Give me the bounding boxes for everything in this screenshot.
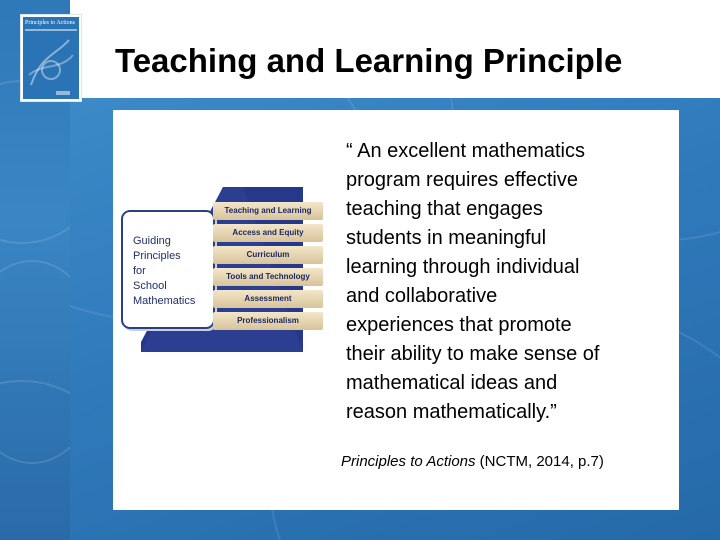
principle-bar: Teaching and Learning: [213, 202, 323, 220]
guiding-principles-diagram: [113, 182, 333, 357]
citation: [341, 453, 604, 470]
book-cover-art: [21, 15, 81, 101]
principle-bar: Access and Equity: [213, 224, 323, 242]
slide-title: Teaching and Learning Principle: [115, 42, 623, 79]
citation-source: (NCTM, 2014, p.7): [475, 453, 604, 470]
citation-book-title: Principles to Actions: [341, 453, 476, 470]
quote-text: “ An excellent mathematics program requires effective teaching that engages students in meaningful learning through individual and collaborative experiences that promote their ability to make sense of mathematical ideas and reason mathematically.”: [346, 140, 600, 423]
guide-line: Guiding: [133, 235, 171, 247]
principle-bar: Professionalism: [213, 312, 323, 330]
principle-bar: Curriculum: [213, 246, 323, 264]
guide-line: Principles: [133, 250, 181, 262]
principle-bar: Tools and Technology: [213, 268, 323, 286]
book-cover-image: [20, 14, 82, 102]
content-panel: [113, 110, 679, 510]
guide-line: for: [133, 265, 146, 277]
guiding-principles-box: [121, 210, 215, 329]
principle-bar: Assessment: [213, 290, 323, 308]
guide-line: School: [133, 280, 167, 292]
book-cover-title: Principles to Actions: [25, 20, 75, 26]
guide-line: Mathematics: [133, 295, 196, 307]
